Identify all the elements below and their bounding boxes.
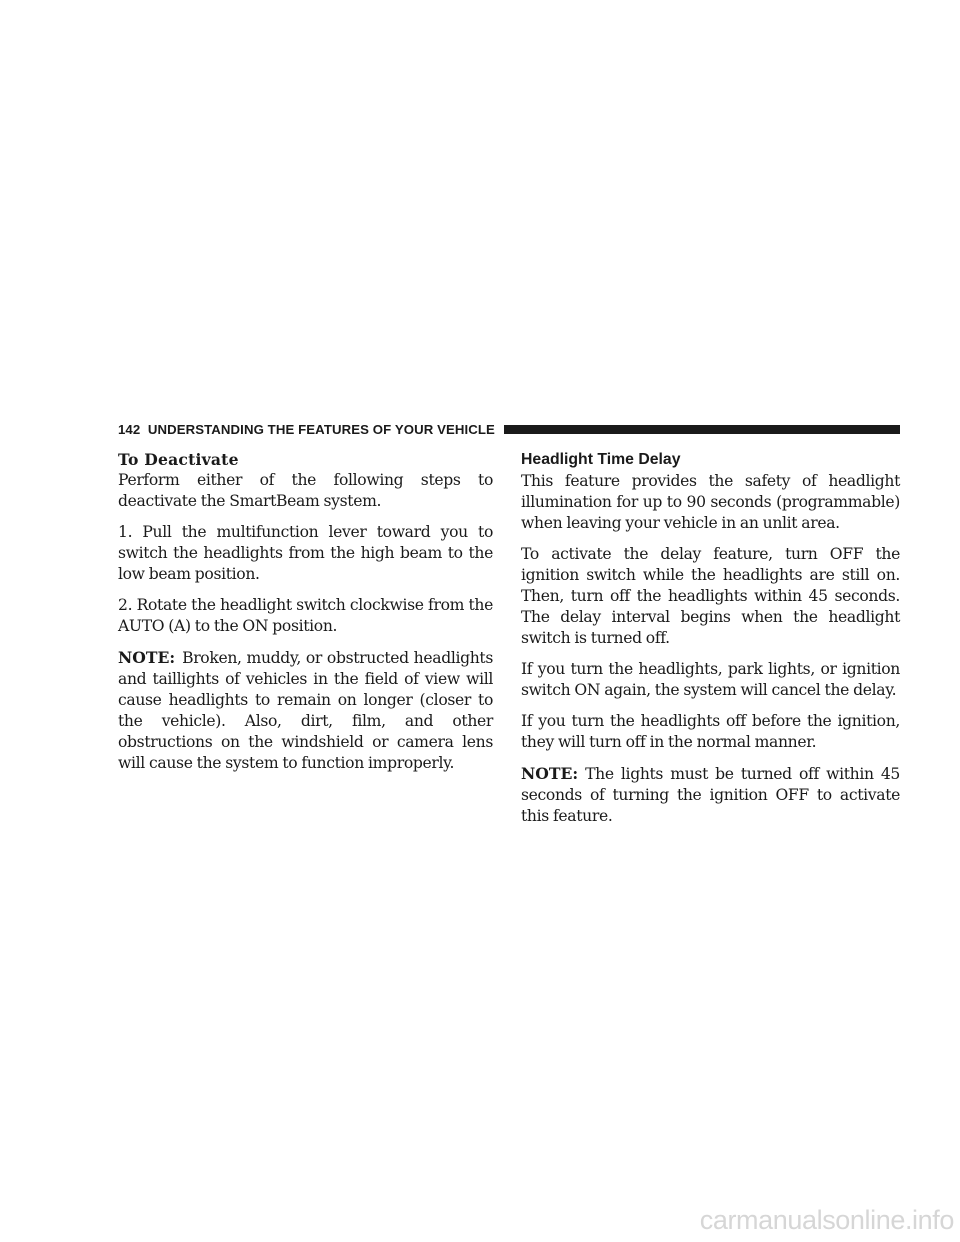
- subheading-to-deactivate: To Deactivate: [118, 450, 239, 469]
- right-column: [521, 449, 900, 837]
- chapter-title: UNDERSTANDING THE FEATURES OF YOUR VEHICLE: [147, 421, 495, 437]
- note-label: NOTE:: [118, 648, 176, 667]
- note-text: The lights must be turned off within 45 seconds of turning the ignition OFF to activate this feature.: [521, 765, 900, 825]
- note-label: NOTE:: [521, 764, 579, 783]
- paragraph-deactivate-intro: Perform either of the following steps to deactivate the SmartBeam system.: [118, 471, 493, 510]
- paragraph-step-2: 2. Rotate the headlight switch clockwise from the AUTO (A) to the ON position.: [118, 596, 493, 635]
- section-heading-headlight-time-delay: Headlight Time Delay: [521, 451, 681, 468]
- paragraph-delay-intro: This feature provides the safety of headlight illumination for up to 90 seconds (programmable) when leaving your vehicle in an unlit area.: [521, 472, 900, 532]
- paragraph-step-1: 1. Pull the multifunction lever toward you to switch the headlights from the high beam to the low beam position.: [118, 523, 493, 583]
- left-column: [118, 449, 493, 784]
- note-delay: [521, 763, 900, 827]
- watermark-text: carmanualsonline.info: [699, 1205, 954, 1235]
- paragraph-delay-activate: To activate the delay feature, turn OFF the ignition switch while the headlights are still on. Then, turn off the headlights within 45 seconds. The delay interval begins when the headlight switch is turned off.: [521, 545, 900, 647]
- page-number: 142: [118, 421, 141, 437]
- header-rule: [504, 425, 900, 434]
- paragraph-delay-normal: If you turn the headlights off before the ignition, they will turn off in the normal manner.: [521, 712, 900, 751]
- page-header: [118, 418, 900, 440]
- page-header-text: [118, 422, 495, 437]
- paragraph-delay-cancel: If you turn the headlights, park lights, or ignition switch ON again, the system will cancel the delay.: [521, 660, 900, 699]
- note-smartbeam: [118, 647, 493, 774]
- note-text: Broken, muddy, or obstructed headlights and taillights of vehicles in the field of view will cause headlights to remain on longer (closer to the vehicle). Also, dirt, film, and other obstructions on the windshield or camera lens will cause the system to function improperly.: [118, 649, 493, 772]
